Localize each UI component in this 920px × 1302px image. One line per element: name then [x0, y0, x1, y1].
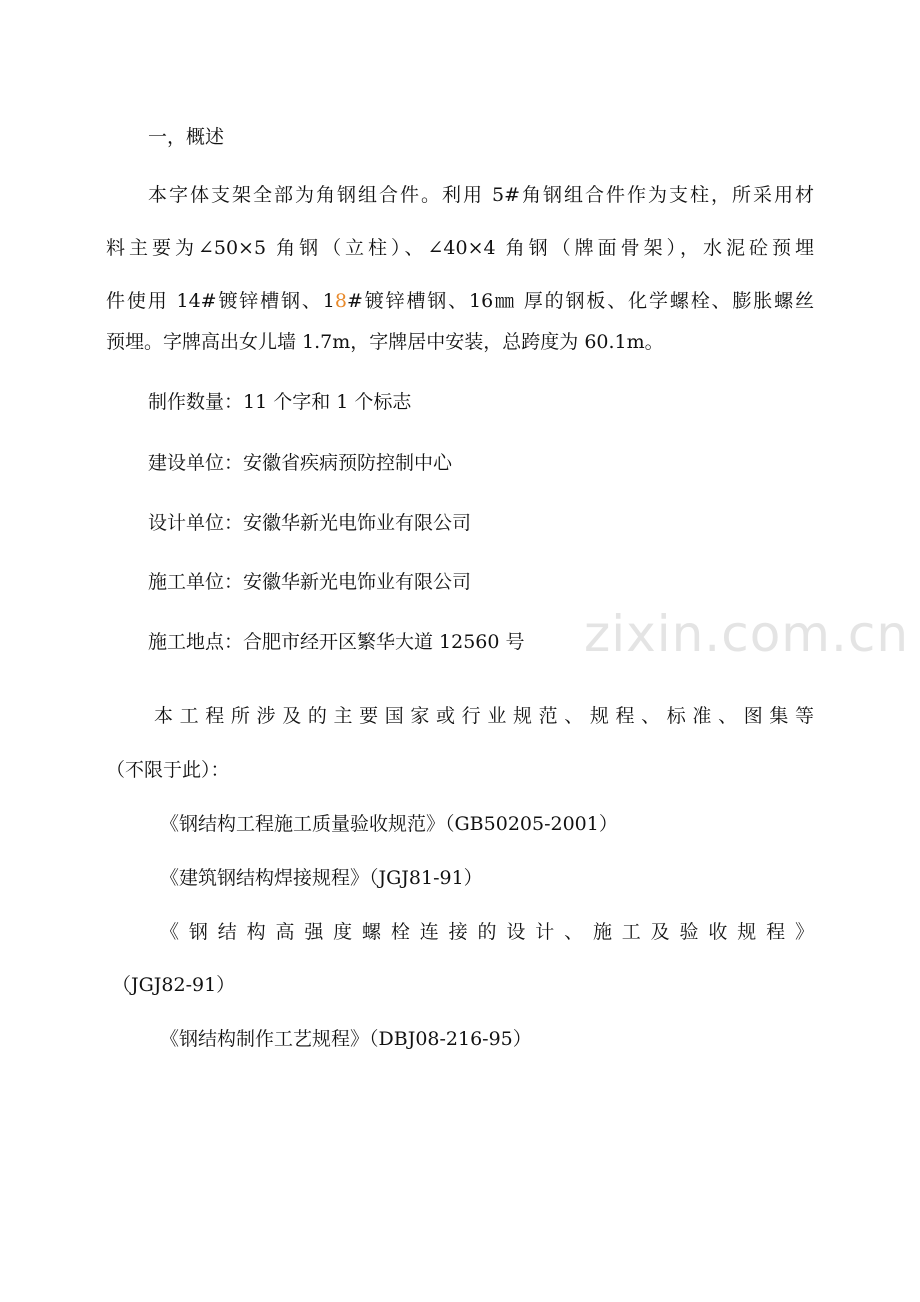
- intro-line-3-part-1: 件使用 14#镀锌槽钢、1: [106, 290, 335, 312]
- standard-item-2: 《建筑钢结构焊接规程》（JGJ81-91）: [160, 867, 483, 889]
- intro-line-2: 料主要为∠50×5 角钢（立柱）、∠40×4 角钢（牌面骨架），水泥砼预埋: [106, 237, 814, 259]
- standard-item-3-line-2: （JGJ82-91）: [112, 974, 236, 996]
- construction-unit: 建设单位：安徽省疾病预防控制中心: [148, 452, 453, 474]
- standard-item-1: 《钢结构工程施工质量验收规范》（GB50205-2001）: [160, 813, 618, 835]
- watermark: zixin.com.cn: [584, 605, 910, 663]
- standards-intro-line-2: （不限于此）：: [106, 759, 230, 781]
- design-unit: 设计单位：安徽华新光电饰业有限公司: [148, 512, 472, 534]
- production-quantity: 制作数量：11 个字和 1 个标志: [148, 391, 412, 413]
- intro-line-3: [106, 289, 814, 313]
- intro-line-3-part-2: #镀锌槽钢、16㎜ 厚的钢板、化学螺栓、膨胀螺丝: [346, 290, 815, 312]
- section-heading: 一，概述: [148, 126, 225, 148]
- standards-intro-line-1: 本工程所涉及的主要国家或行业规范、规程、标准、图集等: [154, 705, 814, 727]
- standard-item-4: 《钢结构制作工艺规程》（DBJ08-216-95）: [160, 1028, 532, 1050]
- intro-line-1: 本字体支架全部为角钢组合件。利用 5#角钢组合件作为支柱，所采用材: [148, 184, 814, 206]
- construction-location: 施工地点：合肥市经开区繁华大道 12560 号: [148, 631, 525, 653]
- intro-line-4: 预埋。字牌高出女儿墙 1.7m，字牌居中安装，总跨度为 60.1m。: [106, 331, 664, 353]
- contractor-unit: 施工单位：安徽华新光电饰业有限公司: [148, 571, 472, 593]
- standard-item-3-line-1: 《钢结构高强度螺栓连接的设计、施工及验收规程》: [160, 921, 814, 943]
- intro-line-3-highlight: 8: [334, 290, 347, 312]
